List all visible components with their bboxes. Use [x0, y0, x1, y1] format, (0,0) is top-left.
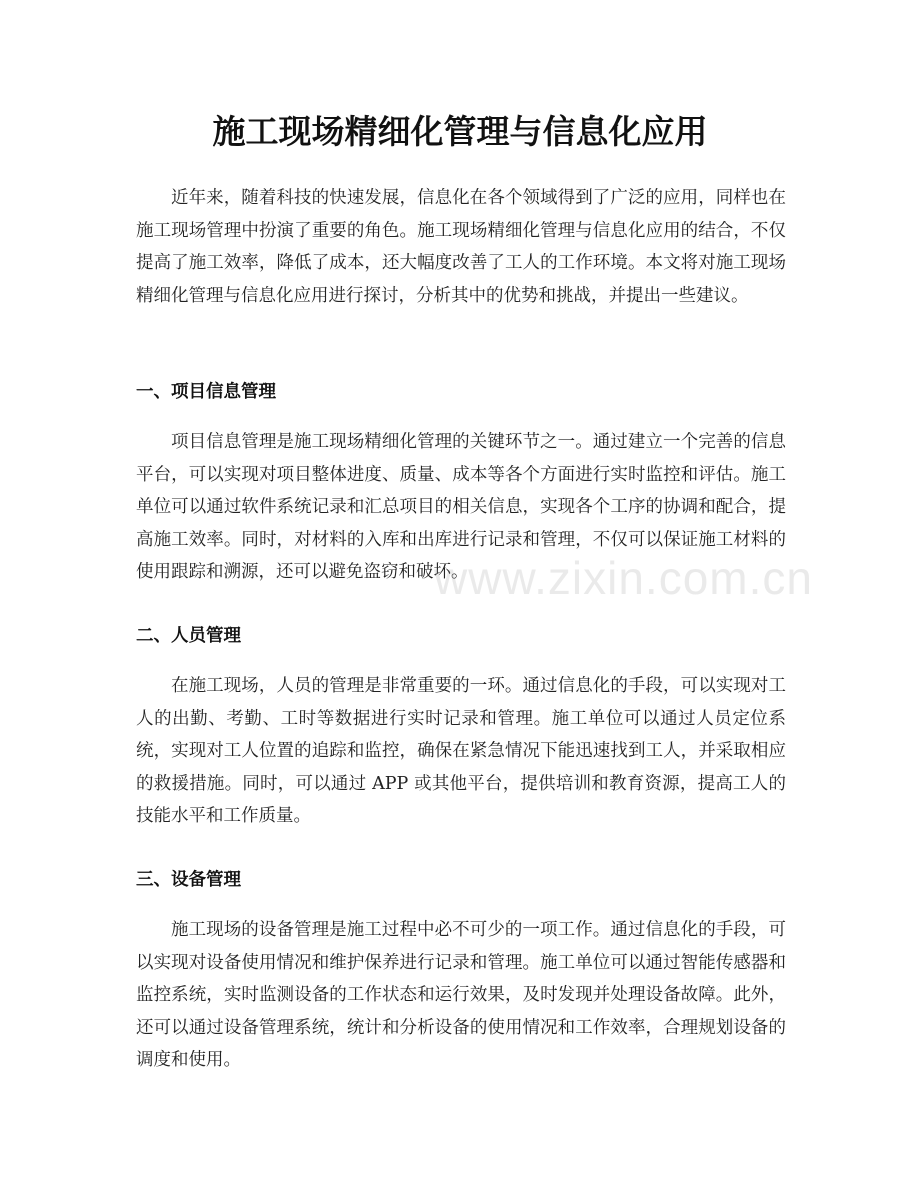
section-heading-personnel: 二、人员管理: [136, 626, 241, 646]
section-heading-project-info: 一、项目信息管理: [136, 382, 276, 402]
section-body-project-info: 项目信息管理是施工现场精细化管理的关键环节之一。通过建立一个完善的信息平台，可以实现对项目整体进度、质量、成本等各个方面进行实时监控和评估。施工单位可以通过软件系统记录和汇总项目的相关信息，实现各个工序的协调和配合，提高施工效率。同时，对材料的入库和出库进行记录和管理，不仅可以保证施工材料的使用跟踪和溯源，还可以避免盗窃和破坏。: [136, 432, 786, 582]
watermark-text: www.zixin.com.cn: [434, 552, 813, 604]
page-title: 施工现场精细化管理与信息化应用: [212, 112, 708, 151]
section-heading-equipment: 三、设备管理: [136, 870, 241, 890]
section-body-equipment: 施工现场的设备管理是施工过程中必不可少的一项工作。通过信息化的手段，可以实现对设备使用情况和维护保养进行记录和管理。施工单位可以通过智能传感器和监控系统，实时监测设备的工作状态和运行效果，及时发现并处理设备故障。此外，还可以通过设备管理系统，统计和分析设备的使用情况和工作效率，合理规划设备的调度和使用。: [136, 920, 786, 1070]
intro-paragraph: 近年来，随着科技的快速发展，信息化在各个领域得到了广泛的应用，同样也在施工现场管理中扮演了重要的角色。施工现场精细化管理与信息化应用的结合，不仅提高了施工效率，降低了成本，还大幅度改善了工人的工作环境。本文将对施工现场精细化管理与信息化应用进行探讨，分析其中的优势和挑战，并提出一些建议。: [136, 188, 786, 306]
section-body-personnel: 在施工现场，人员的管理是非常重要的一环。通过信息化的手段，可以实现对工人的出勤、考勤、工时等数据进行实时记录和管理。施工单位可以通过人员定位系统，实现对工人位置的追踪和监控，确保在紧急情况下能迅速找到工人，并采取相应的救援措施。同时，可以通过 APP 或其他平台，提供培训和教育资源，提高工人的技能水平和工作质量。: [136, 676, 786, 826]
